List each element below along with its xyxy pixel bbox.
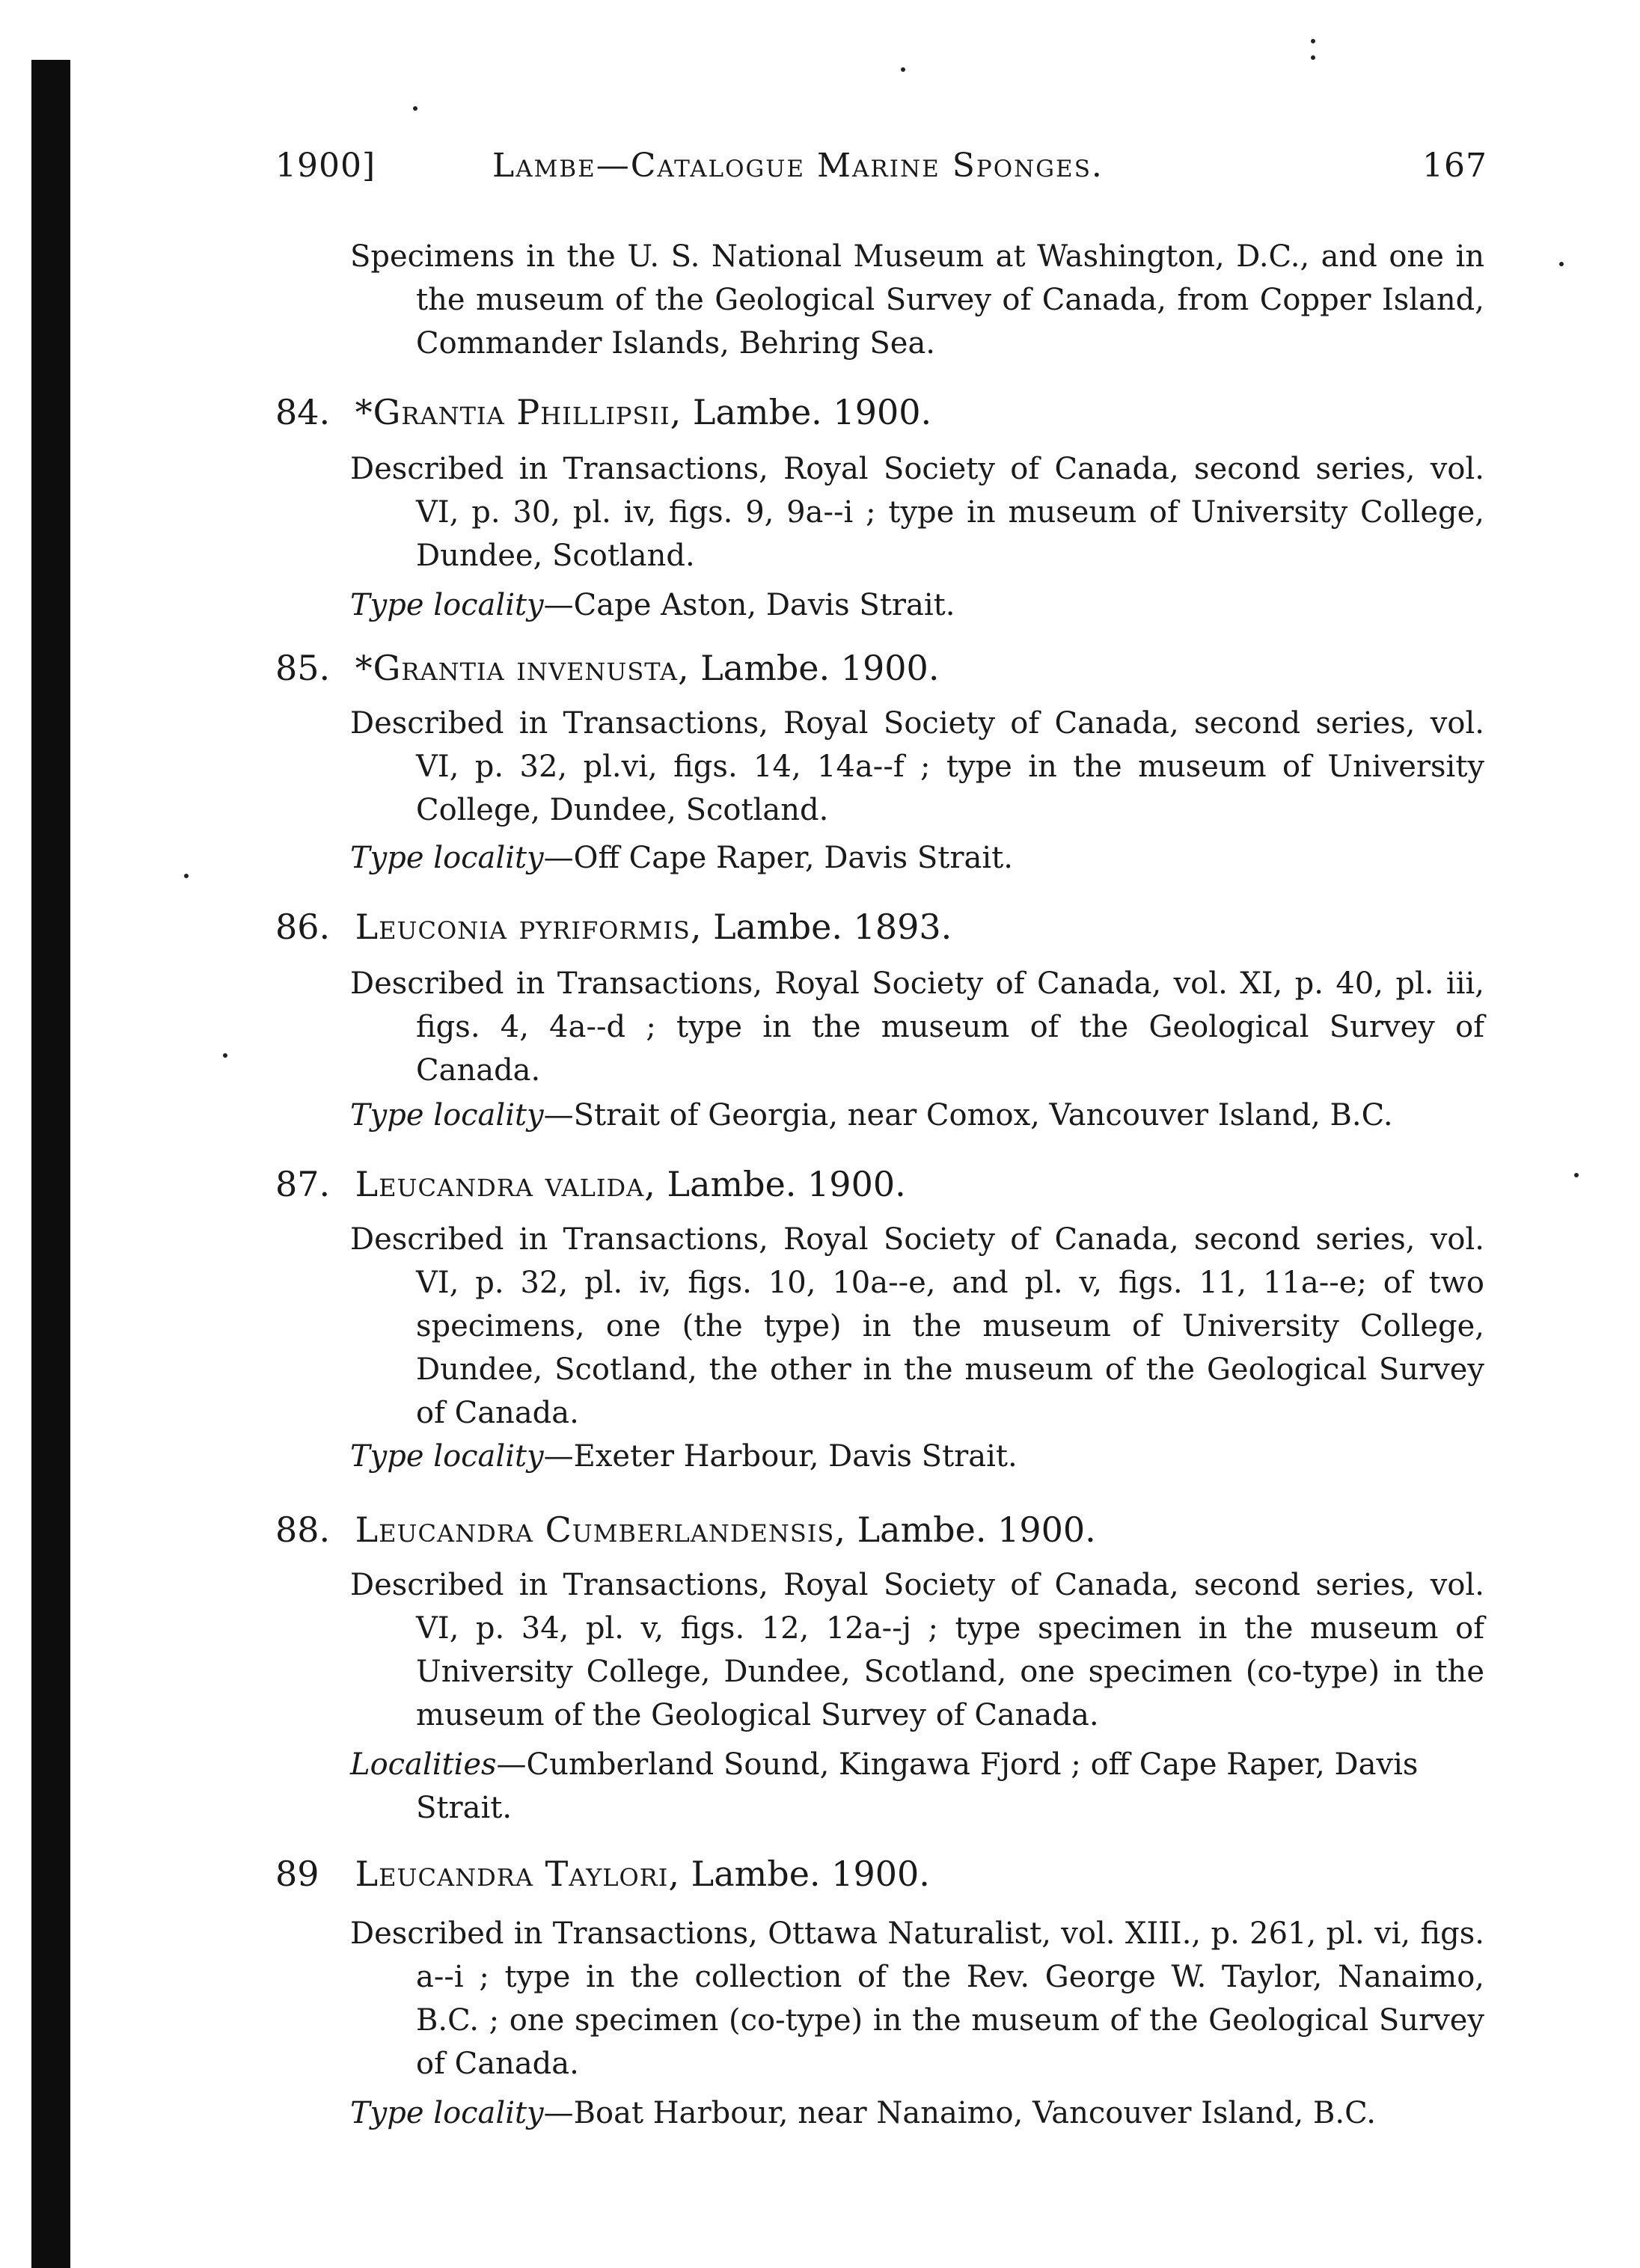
intro-paragraph: Specimens in the U. S. National Museum at Washington, D.C., and one in the museum of the Geological Survey of Canada, from Copper Island, Commander Islands, Behring Sea. bbox=[350, 239, 1484, 361]
species-number: 84. bbox=[275, 392, 331, 432]
species-locality bbox=[350, 583, 1484, 627]
species-number: 89 bbox=[275, 1854, 319, 1894]
locality-label: Localities bbox=[350, 1747, 497, 1782]
page-number: 167 bbox=[1422, 147, 1487, 185]
locality-label: Type locality bbox=[350, 1098, 544, 1133]
scan-speck bbox=[1559, 262, 1564, 266]
species-locality bbox=[350, 1094, 1484, 1137]
species-number: 87. bbox=[275, 1164, 331, 1204]
species-heading bbox=[275, 904, 1487, 950]
species-author-year: Lambe. 1900. bbox=[857, 1510, 1096, 1550]
species-name: *Grantia Phillipsii, bbox=[355, 392, 682, 432]
scan-speck bbox=[223, 1053, 227, 1058]
header-year: 1900] bbox=[275, 147, 376, 185]
species-number: 88. bbox=[275, 1510, 331, 1550]
species-name: Leucandra valida, bbox=[355, 1164, 656, 1204]
species-description: Described in Transactions, Royal Society of Canada, second series, vol. VI, p. 34, pl. v, figs. 12, 12a--j ; type specimen in the museum of University College, Dundee, Scotland, one specimen (co-type) in the museum of the Geological Survey of Canada. bbox=[350, 1568, 1484, 1732]
species-heading bbox=[275, 389, 1487, 435]
scan-speck bbox=[901, 67, 905, 72]
scan-speck bbox=[184, 874, 189, 878]
scan-speck bbox=[413, 106, 417, 111]
species-locality bbox=[350, 836, 1484, 880]
scan-speck bbox=[1311, 55, 1315, 60]
header-title: Lambe—Catalogue Marine Sponges. bbox=[492, 147, 1104, 185]
species-heading bbox=[275, 1851, 1487, 1897]
locality-text: —Strait of Georgia, near Comox, Vancouver Island, B.C. bbox=[543, 1098, 1393, 1133]
species-locality bbox=[350, 2091, 1484, 2135]
locality-text: —Cumberland Sound, Kingawa Fjord ; off Cape Raper, Davis Strait. bbox=[416, 1747, 1419, 1825]
species-description: Described in Transactions, Royal Society of Canada, second series, vol. VI, p. 32, pl. iv, figs. 10, 10a--e, and pl. v, figs. 11, 11a--e; of two specimens, one (the type) in the museum of University College, Dundee, Scotland, the other in the museum of the Geological Survey of Canada. bbox=[350, 1222, 1484, 1430]
species-heading bbox=[275, 1507, 1487, 1553]
locality-label: Type locality bbox=[350, 588, 544, 622]
species-name: Leucandra Taylori, bbox=[355, 1854, 681, 1894]
locality-label: Type locality bbox=[350, 841, 544, 875]
locality-label: Type locality bbox=[350, 2096, 544, 2130]
running-header bbox=[275, 147, 1487, 199]
species-name: Leucandra Cumberlandensis, bbox=[355, 1510, 846, 1550]
locality-text: —Boat Harbour, near Nanaimo, Vancouver Island, B.C. bbox=[543, 2096, 1376, 2130]
locality-label: Type locality bbox=[350, 1439, 544, 1474]
scan-speck bbox=[1311, 39, 1315, 43]
species-locality bbox=[350, 1743, 1484, 1830]
species-description: Described in Transactions, Royal Society of Canada, vol. XI, p. 40, pl. iii, figs. 4, 4a--d ; type in the museum of the Geological Survey of Canada. bbox=[350, 966, 1484, 1088]
scan-speck bbox=[1574, 1173, 1579, 1177]
species-author-year: Lambe. 1900. bbox=[700, 648, 940, 688]
binding-edge bbox=[31, 60, 70, 2268]
species-author-year: Lambe. 1900. bbox=[667, 1164, 906, 1204]
species-heading bbox=[275, 1161, 1487, 1207]
species-author-year: Lambe. 1900. bbox=[691, 1854, 930, 1894]
species-name: Leuconia pyriformis, bbox=[355, 907, 703, 947]
species-heading bbox=[275, 645, 1487, 691]
species-author-year: Lambe. 1893. bbox=[713, 907, 952, 947]
species-description: Described in Transactions, Royal Society of Canada, second series, vol. VI, p. 32, pl.vi, figs. 14, 14a--f ; type in the museum of University College, Dundee, Scotland. bbox=[350, 706, 1484, 827]
locality-text: —Off Cape Raper, Davis Strait. bbox=[543, 841, 1013, 875]
species-description: Described in Transactions, Royal Society of Canada, second series, vol. VI, p. 30, pl. iv, figs. 9, 9a--i ; type in museum of University College, Dundee, Scotland. bbox=[350, 452, 1484, 573]
species-locality bbox=[350, 1435, 1484, 1478]
species-description: Described in Transactions, Ottawa Naturalist, vol. XIII., p. 261, pl. vi, figs. a--i ; type in the collection of the Rev. George W. Taylor, Nanaimo, B.C. ; one specimen (co-type) in the museum of the Geological Survey of Canada. bbox=[350, 1916, 1484, 2081]
locality-text: —Exeter Harbour, Davis Strait. bbox=[543, 1439, 1018, 1474]
locality-text: —Cape Aston, Davis Strait. bbox=[543, 588, 955, 622]
species-name: *Grantia invenusta, bbox=[355, 648, 690, 688]
species-author-year: Lambe. 1900. bbox=[692, 392, 932, 432]
species-number: 86. bbox=[275, 907, 331, 947]
species-number: 85. bbox=[275, 648, 331, 688]
